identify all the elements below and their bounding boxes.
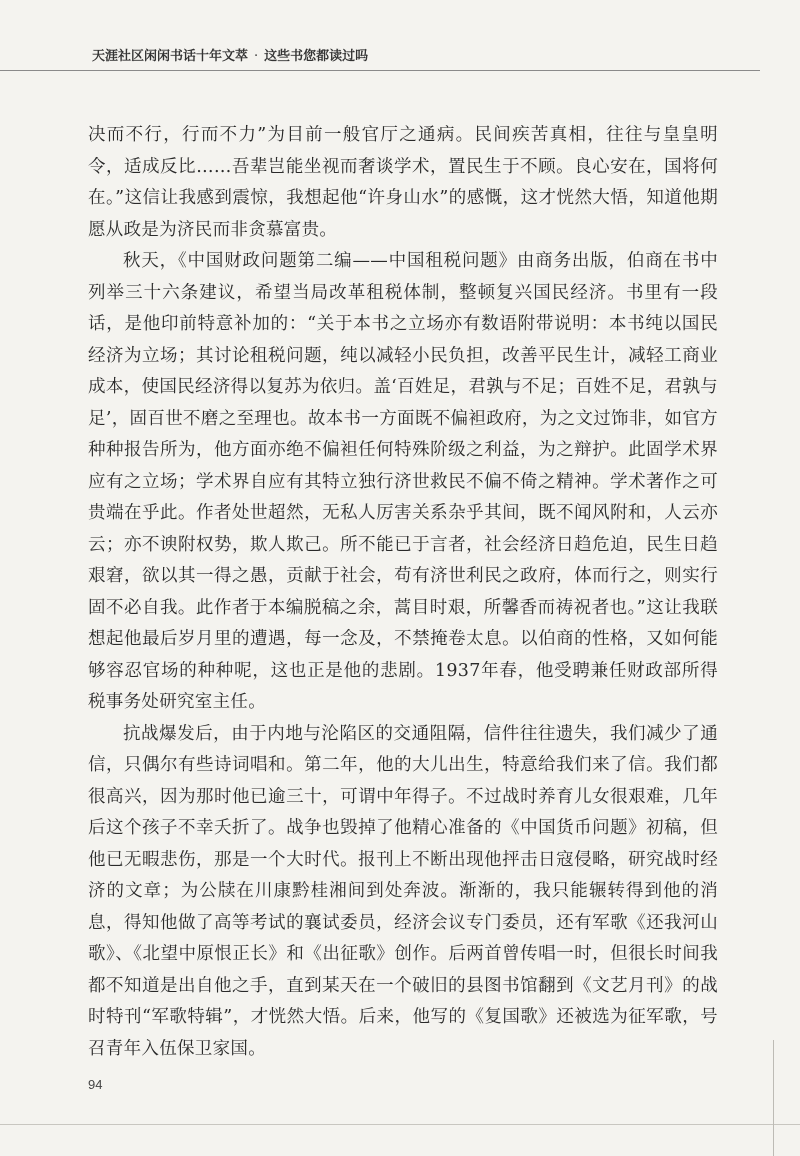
paragraph-1: 决而不行，行而不力”为目前一般官厅之通病。民间疾苦真相，往往与皇皇明令，适成反比……吾辈岂能坐视而奢谈学术，置民生于不顾。良心安在，国将何在。”这信让我感到震惊，我想起他“许身山水”的感慨，这才恍然大悟，知道他期愿从政是为济民而非贪慕富贵。 bbox=[88, 125, 718, 240]
paragraph-3: 抗战爆发后，由于内地与沦陷区的交通阻隔，信件往往遗失，我们减少了通信，只偶尔有些诗词唱和。第二年，他的大儿出生，特意给我们来了信。我们都很高兴，因为那时他已逾三十，可谓中年得子。不过战时养育儿女很艰难，几年后这个孩子不幸夭折了。战争也毁掉了他精心准备的《中国货币问题》初稿，但他已无暇悲伤，那是一个大时代。报刊上不断出现他抨击日寇侵略，研究战时经济的文章；为公牍在川康黔桂湘间到处奔波。渐渐的，我只能辗转得到他的消息，得知他做了高等考试的襄试委员，经济会议专门委员，还有军歌《还我河山歌》、《北望中原恨正长》和《出征歌》创作。后两首曾传唱一时，但很长时间我都不知道是出自他之手，直到某天在一个破旧的县图书馆翻到《文艺月刊》的战时特刊“军歌特辑”，才恍然大悟。后来，他写的《复国歌》还被选为征军歌，号召青年入伍保卫家国。 bbox=[88, 723, 718, 1059]
running-header bbox=[92, 45, 732, 64]
header-rule bbox=[0, 70, 760, 71]
book-title: 天涯社区闲闲书话十年文萃 bbox=[92, 49, 249, 64]
book-subtitle: 这些书您都读过吗 bbox=[264, 49, 369, 64]
body-text bbox=[88, 120, 718, 1065]
page-edge-line bbox=[773, 1040, 774, 1156]
page-number: 94 bbox=[88, 1077, 103, 1092]
header-separator: · bbox=[254, 49, 259, 64]
paragraph-2: 秋天，《中国财政问题第二编——中国租税问题》由商务出版，伯商在书中列举三十六条建议，希望当局改革租税体制，整顿复兴国民经济。书里有一段话，是他印前特意补加的：“关于本书之立场亦有数语附带说明：本书纯以国民经济为立场；其讨论租税问题，纯以减轻小民负担，改善平民生计，减轻工商业成本，使国民经济得以复苏为依归。盖‘百姓足，君孰与不足；百姓不足，君孰与足’，固百世不磨之至理也。故本书一方面既不偏袒政府，为之文过饰非，如官方种种报告所为，他方面亦绝不偏袒任何特殊阶级之利益，为之辩护。此固学术界应有之立场；学术界自应有其特立独行济世救民不偏不倚之精神。学术著作之可贵端在乎此。作者处世超然，无私人厉害关系杂乎其间，既不闻风附和，人云亦云；亦不谀附权势，欺人欺己。所不能已于言者，社会经济日趋危迫，民生日趋艰窘，欲以其一得之愚，贡献于社会，苟有济世利民之政府，体而行之，则实行固不必自我。此作者于本编脱稿之余，蒿目时艰，所馨香而祷祝者也。”这让我联想起他最后岁月里的遭遇，每一念及，不禁掩卷太息。以伯商的性格，又如何能够容忍官场的种种呢，这也正是他的悲剧。1937年春，他受聘兼任财政部所得税事务处研究室主任。 bbox=[88, 251, 718, 712]
bottom-rule bbox=[0, 1124, 800, 1125]
